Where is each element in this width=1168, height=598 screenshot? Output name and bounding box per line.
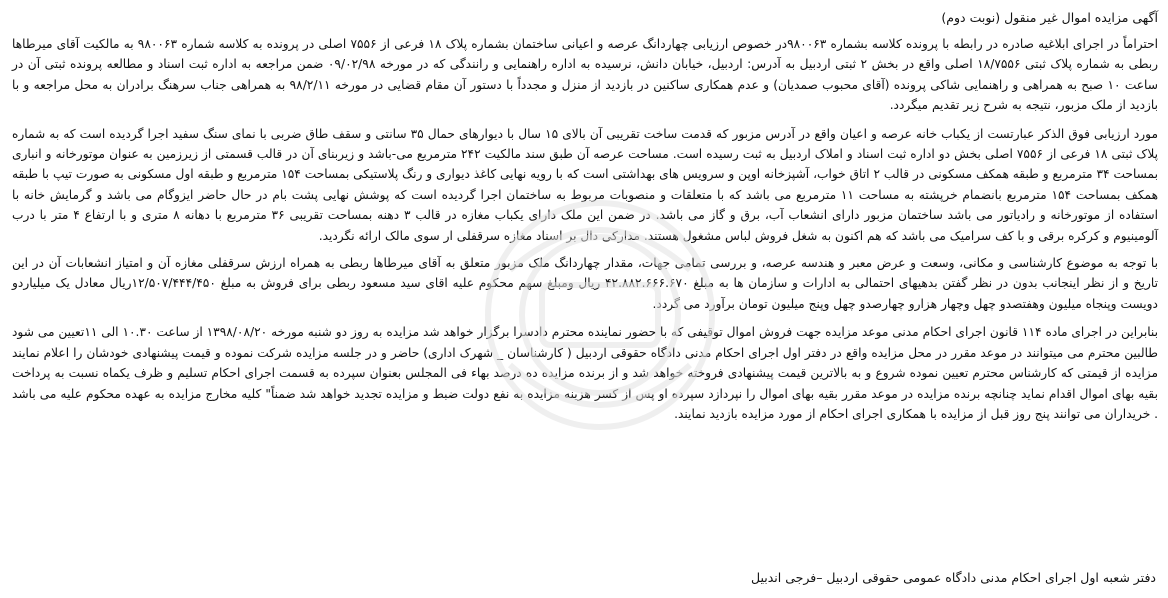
signature-office-line: دفتر شعبه اول اجرای احکام مدنی دادگاه عمومی حقوقی اردبیل –فرجی اندبیل xyxy=(750,570,1156,585)
paragraph-introduction: احتراماً در اجرای ابلاغیه صادره در رابطه با پرونده کلاسه بشماره ۹۸۰۰۶۳در خصوص ارزیابی چهاردانگ عرصه و اعیانی ساختمان بشماره پلاک ۱۸ فرعی از ۷۵۵۶ اصلی در پرونده به کلاسه شماره ۹۸۰۰۶۳ به مالکیت آقای میرطاها ربطی به شماره پلاک ثبتی ۱۸/۷۵۵۶ اصلی واقع در بخش ۲ ثبتی اردبیل به آدرس: اردبیل، خیابان دانش، نرسیده به اداره راهنمایی و رانندگی که در مورخه ۰۹/۰۲/۹۸ ضمن مراجعه به اداره ثبت اسناد و مطالعه پرونده ثبتی آن در ساعت ۱۰ صبح به همراهی و راهنمایی شاکی پرونده (آقای محبوب صمدیان) و عدم همکاری ساکنین در بازدید از منزل و مجدداً با دستور آن مقام قضایی در مورخه ۹۸/۲/۱۱ به همراهی جناب سرهنگ برادران به محل مراجعه و با بازدید از ملک مزبور، نتیجه به شرح زیر تقدیم میگردد. xyxy=(12,37,1159,113)
paragraph-valuation: با توجه به موضوع کارشناسی و مکانی، وسعت و عرض معبر و هندسه عرصه، و بررسی تمامی جهات، مقدار چهاردانگ ملک مزبور متعلق به آقای میرطاها ربطی به همراه ارزش سرقفلی مغازه آن و امتیاز انشعابات آن در این تاریخ و از نظر اینجانب بدون در نظر گفتن بدهیهای احتمالی به ادارات و سازمان ها به مبلغ ۴۲.۸۸۲.۶۶۶.۶۷۰ ریال ومبلغ سهم محکوم علیه اقای سید مسعود ربطی برای فروش به مبلغ ۱۲/۵۰۷/۴۴۴/۴۵۰ریال معادل یک میلیاردو دویست وپنجاه میلیون وهفتصدو چهل وچهار هزارو چهارصدو چهل وپنج میلیون تومان برآورد می گردد. xyxy=(12,256,1158,311)
paragraph-property-description: مورد ارزیابی فوق الذکر عبارتست از یکباب خانه عرصه و اعیان واقع در آدرس مزبور که قدمت ساخت تقریبی آن بالای ۱۵ سال با دیوارهای حمال ۳۵ سانتی و سقف طاق ضربی با نمای سنگ سفید اجرا گردیده است که به شماره پلاک ثبتی ۱۸ فرعی از ۷۵۵۶ اصلی بخش دو اداره ثبت اسناد و املاک اردبیل به ثبت رسیده است. مساحت عرصه آن طبق سند مالکیت ۲۴۲ مترمربع می-باشد و زیربنای آن در قالب قسمتی از زیرزمین به عنوان موتورخانه و انباری بمساحت ۳۴ مترمربع و طبقه همکف مسکونی در قالب ۲ اتاق خواب، آشپزخانه اوپن و سرویس های بهداشتی است که با رویه نهایی کاغذ دیواری و رنگ پلاستیکی بمساحت ۱۵۴ مترمربع و طبقه اول مسکونی به صورت تیپ با طبقه همکف بمساحت ۱۵۴ مترمربع بانضمام خرپشته به مساحت ۱۱ مترمربع می باشد که با متعلقات و منصوبات مربوط به ساختمان اجرا گردیده است که پوشش نهایی پشت بام در حال حاضر ایزوگام می باشد و گرمایش خانه با استفاده از موتورخانه و رادیاتور می باشد ساختمان مزبور دارای انشعاب آب، برق و گاز می باشد. در ضمن این ملک دارای یکباب مغازه در قالب ۳ دهنه بمساحت تقریبی ۳۶ مترمربع با دهانه ۸ متری و با ارتفاع ۴ متر با درب آلومینیوم و کرکره برقی و با کف سرامیک می باشد که هم اکنون به شغل فروش لباس مشغول هستند. مدارکی دال بر اسناد مغازه سرقفلی ار سوی مالک ارائه نگردید. xyxy=(12,126,1159,243)
paragraph-auction-terms: بنابراین در اجرای ماده ۱۱۴ قانون اجرای احکام مدنی موعد مزایده جهت فروش اموال توقیفی که با حضور نماینده محترم دادسرا برگزار خواهد شد مزایده به روز دو شنبه مورخه ۱۳۹۸/۰۸/۲۰ از ساعت ۱۰.۳۰ الی ۱۱تعیین می شود طالبین محترم می میتوانند در موعد مقرر در محل مزایده واقع در دفتر اول اجرای احکام مدنی دادگاه حقوقی اردبیل ( کارشناسان _ شهرک اداری) حاضر و در جلسه مزایده شرکت نموده و قیمت پیشنهادی خودشان را اعلام نمایند مزایده از قیمتی که کارشناس محترم تعیین نموده شروع و به بالاترین قیمت پیشنهادی فروخته خواهد شد و از برنده مزایده ده درصد بهاء فی المجلس بعنوان سپرده به قسمت اجرای احکام تسلیم و ظرف یکماه نسبت به پرداخت بقیه بهای اموال اقدام نماید چنانچه برنده مزایده در موعد مقرر بقیه بهای اموال را نپردازد سپرده او پس از کسر هزینه مزایده به نفع دولت ضبط و مزایده تجدید خواهد شد ضمناً" کلیه مخارج مزایده به عهده محکوم علیه می باشد . خریداران می توانند پنج روز قبل از مزایده با همکاری اجرای احکام از مورد مزایده بازدید نمایند. xyxy=(12,325,1159,421)
document-title: آگهی مزایده اموال غیر منقول (نوبت دوم) xyxy=(941,10,1158,25)
